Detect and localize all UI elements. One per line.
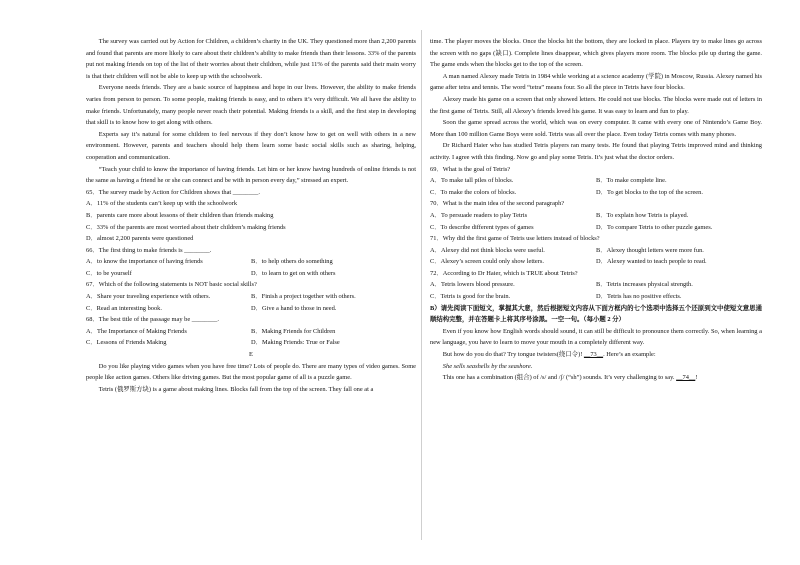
option: A．To make tall piles of blocks. <box>430 177 514 185</box>
option: A．Tetris lowers blood pressure. <box>430 281 515 289</box>
option: A．To persuade readers to play Tetris <box>430 211 528 219</box>
section-heading-e: E <box>249 351 253 359</box>
left-column <box>86 36 416 395</box>
question-stem: 66．The first thing to make friends is ________. <box>86 246 212 254</box>
option: B．Alexey thought letters were more fun. <box>596 246 704 254</box>
question-stem: 71．Why did the first game of Tetris use letters instead of blocks? <box>430 235 600 243</box>
passage-paragraph: Do you like playing video games when you have free time? Lots of people do. There are many types of video games. Some people like action games. Others like driving games. But the most popular game of all is a puzzle game. <box>86 362 416 382</box>
passage-paragraph: “Teach your child to know the importance of having friends. Let him or her know having hundreds of online friends is not the same as having a friend he or she can connect and be with in person every day,” stressed an expert. <box>86 165 416 185</box>
question-stem: 70．What is the main idea of the second paragraph? <box>430 200 565 208</box>
passage-paragraph: Alexey made his game on a screen that only showed letters. He could not use blocks. The blocks were made out of letters in the first game of Tetris. Still, all Alexey’s friends loved his game. It was easy to learn and fun to play. <box>430 95 762 115</box>
text-run: But how do you do that? Try tongue twisters(绕口令)! <box>442 351 584 359</box>
passage-paragraph <box>430 349 762 361</box>
passage-paragraph: Even if you know how English words should sound, it can still be difficult to pronounce them correctly. So, when learning a new language, you have to learn to move your mouth in a completely different way. <box>430 327 762 347</box>
option: A．11% of the students can’t keep up with the schoolwork <box>86 200 238 208</box>
option: C．to be yourself <box>86 269 132 277</box>
option: C．Read an interesting book. <box>86 304 162 312</box>
passage-paragraph: Tetris (俄罗斯方块) is a game about making lines. Blocks fall from the top of the screen. They fall one at a <box>98 385 374 393</box>
passage-paragraph: Experts say it’s natural for some children to feel nervous if they don’t know how to get on well with others in a new environment. However, parents and teachers should help them learn some basic social skills such as sharing, helping, cooperation and communication. <box>86 130 416 161</box>
passage-paragraph: The survey was carried out by Action for Children, a children’s charity in the UK. They questioned more than 2,200 parents and found that parents are more likely to care about their children’s ability to make friends than their lessons. 33% of the parents put not making friends on top of the list of their worries about their children, while just 11% of the parents said their main worry is that their children will not be able to keep up with the schoolwork. <box>86 38 416 80</box>
question-stem: 65．The survey made by Action for Children shows that ________. <box>86 188 260 196</box>
option: A．to know the importance of having friends <box>86 258 203 266</box>
text-run: This one has a combination (组合) of /s/ and /ʃ/ (“sh”) sounds. It’s very challenging to say. <box>442 374 677 382</box>
option: D．Give a hand to those in need. <box>251 304 337 312</box>
text-run: . Here’s an example: <box>603 351 656 359</box>
option: A．Alexey did not think blocks were useful. <box>430 246 545 254</box>
option: B．Tetris increases physical strength. <box>596 281 693 289</box>
option: B．to help others do something <box>251 258 333 266</box>
option: B．Finish a project together with others. <box>251 293 356 301</box>
question-70 <box>430 198 762 233</box>
passage-paragraph: time. The player moves the blocks. Once the blocks hit the bottom, they are locked in place. Players try to make lines go across the screen with no gaps (缺口). Complete lines disappear, which gives players more room. The blocks pile up during the game. The game ends when the blocks get to the top of the screen. <box>430 38 762 69</box>
option: A．Share your traveling experience with others. <box>86 293 211 301</box>
option: C．Alexey’s screen could only show letters. <box>430 258 544 266</box>
passage-paragraph: Soon the game spread across the world, which was on every computer. It came with every one of Nintendo’s Game Boy. More than 100 million Game Boys were sold. Tetris was all over the place. Even today Tetris comes with many phones. <box>430 119 762 138</box>
option: C．To describe different types of games <box>430 223 534 231</box>
question-stem: 72．According to Dr Haier, which is TRUE about Tetris? <box>430 269 578 277</box>
question-stem: 69．What is the goal of Tetris? <box>430 165 511 173</box>
option: B．To explain how Tetris is played. <box>596 211 689 219</box>
option: D．almost 2,200 parents were questioned <box>86 235 194 243</box>
option: C．To make the colors of blocks. <box>430 188 517 196</box>
option: D．to learn to get on with others <box>251 269 336 277</box>
column-divider <box>421 30 422 540</box>
question-66 <box>86 245 416 280</box>
option: D．Alexey wanted to teach people to read. <box>596 258 707 266</box>
option: A．The Importance of Making Friends <box>86 327 187 335</box>
passage-paragraph <box>430 372 762 384</box>
option: D．Tetris has no positive effects. <box>596 293 682 301</box>
passage-paragraph: Dr Richard Haier who has studied Tetris players ran many tests. He found that playing Tetris improved mind and thinking activity. I agree with this finding. Now go and play some Tetris. It’s just what the doctor orders. <box>430 142 762 161</box>
option: D．Making Friends: True or False <box>251 339 340 347</box>
answer-blank-74: __74__ <box>676 374 696 382</box>
option: B．To make complete line. <box>596 177 667 185</box>
tongue-twister-example: She sells seashells by the seashore. <box>442 362 533 370</box>
question-65 <box>86 187 416 245</box>
answer-blank-73: __73__ <box>583 351 604 359</box>
question-68 <box>86 314 416 349</box>
question-stem: 68．The best title of the passage may be ________. <box>86 316 219 324</box>
right-column <box>430 36 762 384</box>
passage-paragraph: A man named Alexey made Tetris in 1984 while working at a science academy (学院) in Moscow, Russia. Alexey named his game after tetra and tennis. The word “tetra” means four. So all the piece in Tetris have four blocks. <box>430 72 762 92</box>
question-stem: 67．Which of the following statements is NOT basic social skills? <box>86 281 257 289</box>
question-69 <box>430 164 762 199</box>
passage-paragraph: Everyone needs friends. They are a basic source of happiness and hope in our lives. However, the ability to make friends varies from person to person. To some people, making friends is easy, and to others it’s very difficult. We all have the ability to make friends. Unfortunately, many people never reach their potential. Making friends is a skill, and the first step in developing that skill is to know how to get along with others. <box>86 84 416 127</box>
option: B．parents care more about lessons of their children than friends making <box>86 211 274 219</box>
option: C．Lessons of Friends Making <box>86 339 167 347</box>
question-67 <box>86 279 416 314</box>
option: D．To compare Tetris to other puzzle games. <box>596 223 713 231</box>
option: D．To get blocks to the top of the screen. <box>596 188 703 196</box>
question-71 <box>430 233 762 268</box>
text-run: ! <box>695 374 698 382</box>
question-72 <box>430 268 762 303</box>
option: C．Tetris is good for the brain. <box>430 293 511 301</box>
section-b-instructions: B）请先阅读下面短文，掌握其大意，然后根据短文内容从下面方框内的七个选项中选择五个还原到文中使短文意思通顺结构完整，并在答题卡上将其序号涂黑。一空一句。（每小题 2 分） <box>430 304 762 324</box>
option: C．33% of the parents are most worried about their children’s making friends <box>86 223 286 231</box>
option: B．Making Friends for Children <box>251 327 336 335</box>
